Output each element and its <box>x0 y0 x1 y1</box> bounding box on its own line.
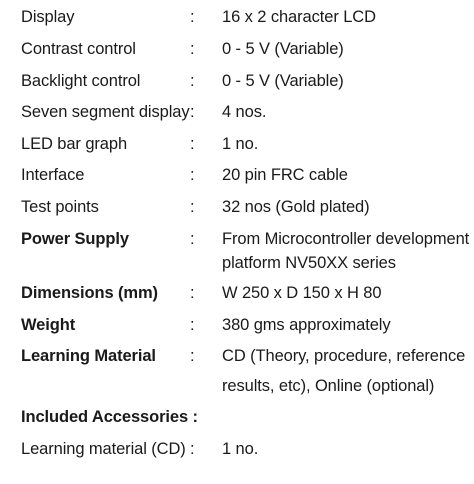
spec-value: W 250 x D 150 x H 80 <box>222 284 382 302</box>
spec-value: 16 x 2 character LCD <box>222 8 376 26</box>
spec-value: From Microcontroller development <box>222 230 470 248</box>
spec-label: Dimensions (mm) <box>21 284 158 302</box>
spec-value: 32 nos (Gold plated) <box>222 198 370 216</box>
spec-colon: : <box>190 440 195 458</box>
spec-label: Seven segment display <box>21 103 190 121</box>
spec-row-seven-segment-display <box>0 100 474 124</box>
spec-label: Weight <box>21 316 76 334</box>
spec-colon: : <box>190 8 195 26</box>
spec-colon: : <box>190 198 195 216</box>
spec-value-continuation: platform NV50XX series <box>222 254 396 272</box>
spec-colon: : <box>190 103 195 121</box>
spec-row-backlight-control <box>0 69 474 93</box>
spec-label: Power Supply <box>21 230 129 248</box>
spec-colon: : <box>190 40 195 58</box>
spec-colon: : <box>190 135 195 153</box>
accessory-label: Learning material (CD) <box>21 440 186 458</box>
spec-label: Learning Material <box>21 347 156 365</box>
spec-row-test-points <box>0 195 474 219</box>
spec-row-weight <box>0 313 474 337</box>
spec-row-learning-material <box>0 344 474 398</box>
spec-colon: : <box>190 72 195 90</box>
spec-label: LED bar graph <box>21 135 128 153</box>
spec-colon: : <box>190 166 195 184</box>
spec-row-contrast-control <box>0 37 474 61</box>
spec-colon: : <box>190 230 195 248</box>
spec-value: 0 - 5 V (Variable) <box>222 72 344 90</box>
spec-row-display <box>0 5 474 29</box>
spec-row-dimensions <box>0 281 474 305</box>
included-accessories-heading: Included Accessories : <box>21 408 198 426</box>
accessory-row-learning-material-cd <box>0 437 474 461</box>
spec-label: Display <box>21 8 75 26</box>
spec-value: 1 no. <box>222 135 259 153</box>
spec-row-power-supply <box>0 227 474 275</box>
spec-colon: : <box>190 316 195 334</box>
spec-label: Test points <box>21 198 99 216</box>
spec-value: CD (Theory, procedure, reference <box>222 347 466 365</box>
spec-colon: : <box>190 347 195 365</box>
spec-label: Backlight control <box>21 72 141 90</box>
spec-label: Contrast control <box>21 40 136 58</box>
spec-value: 4 nos. <box>222 103 267 121</box>
spec-row-interface <box>0 163 474 187</box>
spec-value: 380 gms approximately <box>222 316 391 334</box>
accessory-value: 1 no. <box>222 440 259 458</box>
spec-colon: : <box>190 284 195 302</box>
spec-value: 20 pin FRC cable <box>222 166 348 184</box>
spec-row-led-bar-graph <box>0 132 474 156</box>
spec-label: Interface <box>21 166 85 184</box>
spec-value: 0 - 5 V (Variable) <box>222 40 344 58</box>
spec-value-continuation: results, etc), Online (optional) <box>222 377 435 395</box>
